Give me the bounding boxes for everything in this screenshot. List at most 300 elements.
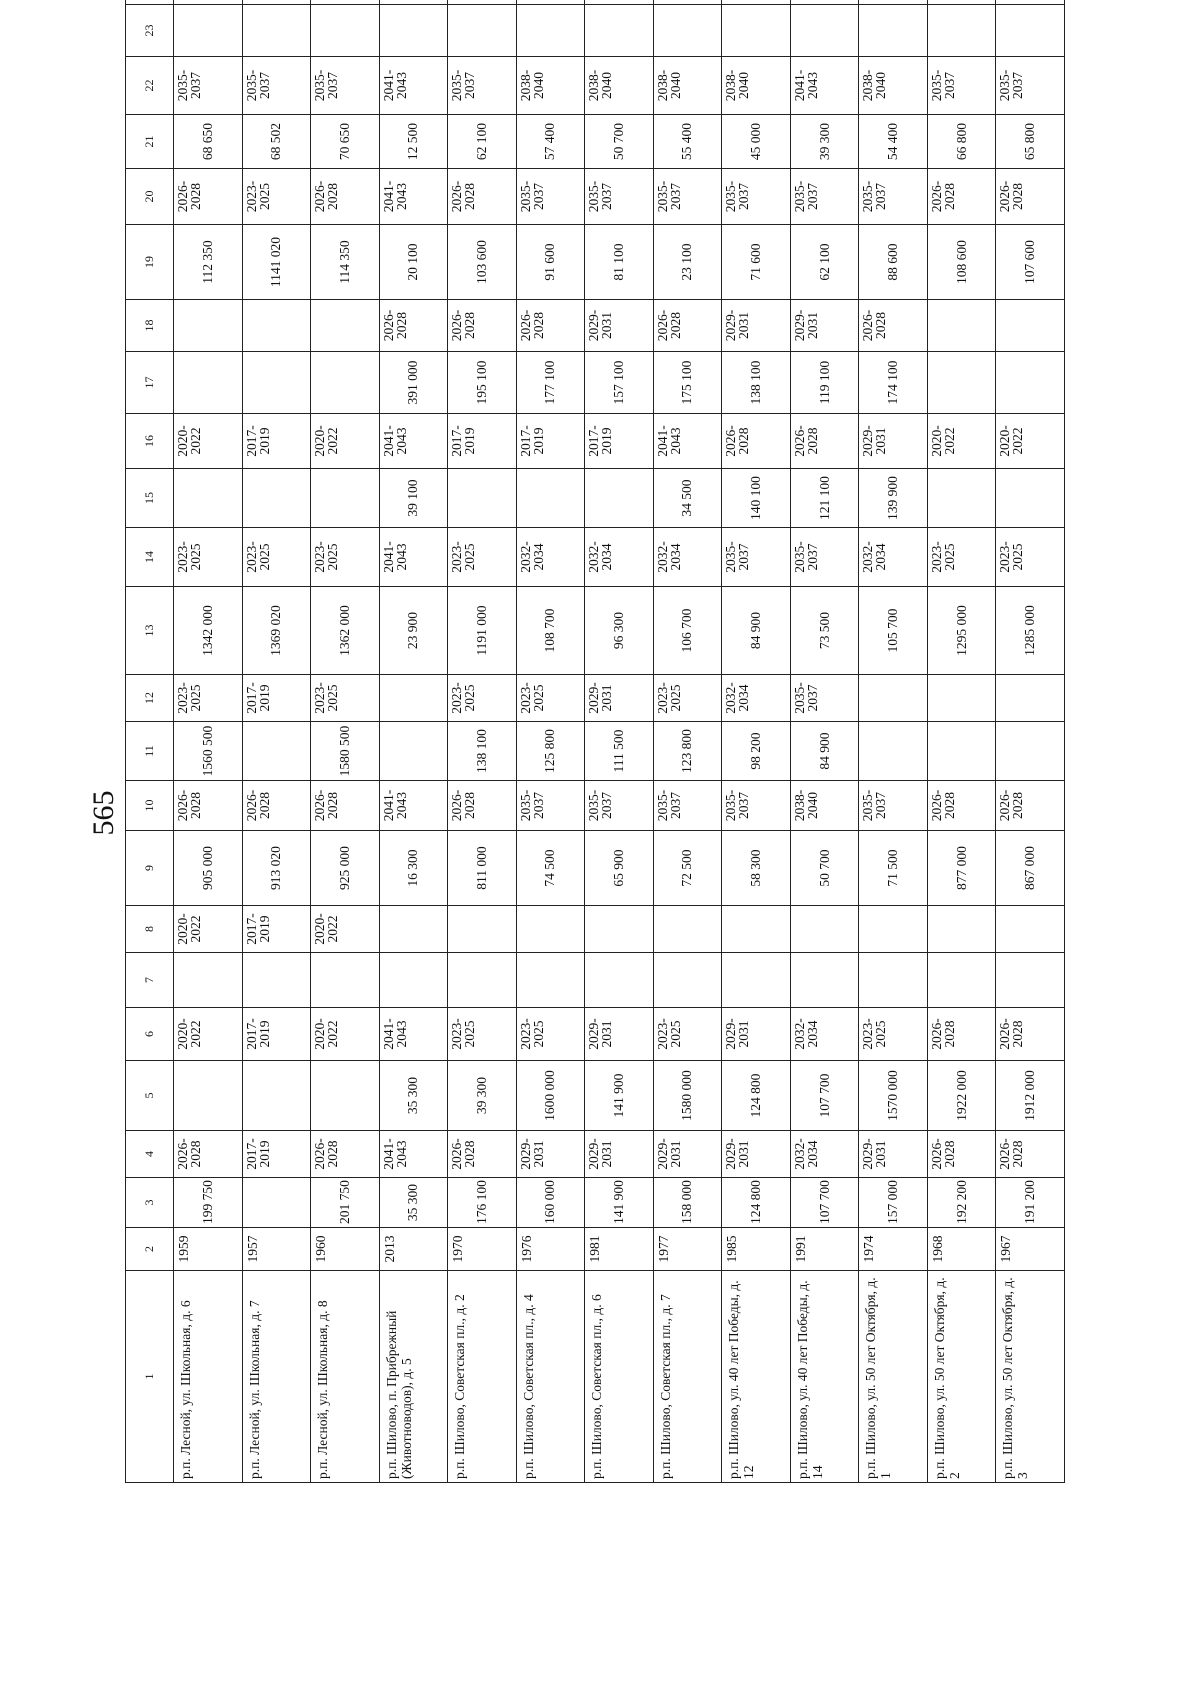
table-cell: 201 750 (311, 1178, 380, 1228)
column-number-1: 1 (126, 1271, 174, 1483)
table-cell: 2017-2019 (242, 906, 311, 953)
table-cell: 2020-2022 (311, 906, 380, 953)
table-cell: 2029-2031 (585, 1008, 654, 1061)
column-number-14: 14 (126, 528, 174, 587)
table-cell: 23 100 (653, 225, 722, 300)
table-cell (722, 5, 791, 57)
address-cell: р.п. Шилово, ул. 50 лет Октября, д. 1 (859, 1271, 928, 1483)
column-number-19: 19 (126, 225, 174, 300)
table-cell: 2029-2031 (722, 300, 791, 352)
table-cell: 35 300 (379, 1061, 448, 1131)
table-cell (859, 722, 928, 781)
table-cell: 199 750 (174, 1178, 243, 1228)
table-cell (653, 5, 722, 57)
column-number-11: 11 (126, 722, 174, 781)
table-cell: 1985 (722, 1228, 791, 1271)
table-cell: 2023-2025 (448, 675, 517, 722)
table-cell: 2035-2037 (448, 57, 517, 115)
table-cell: 2026-2028 (996, 1008, 1065, 1061)
table-cell (653, 906, 722, 953)
table-cell: 1968 (927, 1228, 996, 1271)
column-number-3: 3 (126, 1178, 174, 1228)
rotated-table-area (125, 24, 1065, 1483)
table-cell (927, 5, 996, 57)
table-cell (722, 953, 791, 1008)
table-cell: 107 700 (790, 1061, 859, 1131)
table-cell: 2017-2019 (242, 1008, 311, 1061)
table-cell: 2041-2043 (379, 169, 448, 225)
address-cell: р.п. Шилово, ул. 40 лет Победы, д. 14 (790, 1271, 859, 1483)
table-cell: 2038-2040 (859, 57, 928, 115)
table-cell: 2035-2037 (516, 169, 585, 225)
column-number-22: 22 (126, 57, 174, 115)
table-cell (927, 675, 996, 722)
table-cell: 2023-2025 (448, 528, 517, 587)
table-row (379, 0, 448, 1483)
table-cell (859, 675, 928, 722)
table-cell: 2023-2025 (516, 1008, 585, 1061)
table-cell (585, 5, 654, 57)
table-cell: 74 500 (516, 831, 585, 906)
address-cell: р.п. Шилово, Советская пл., д. 2 (448, 1271, 517, 1483)
table-cell: 20 100 (379, 225, 448, 300)
table-row (585, 0, 654, 1483)
table-cell (927, 906, 996, 953)
table-cell: 112 350 (174, 225, 243, 300)
table-cell: 138 100 (448, 722, 517, 781)
table-cell (242, 300, 311, 352)
table-cell: 2020-2022 (174, 1008, 243, 1061)
table-cell (242, 953, 311, 1008)
table-cell: 905 000 (174, 831, 243, 906)
table-cell: 1957 (242, 1228, 311, 1271)
table-cell (996, 0, 1065, 5)
column-number-17: 17 (126, 352, 174, 414)
table-cell: 139 900 (859, 469, 928, 528)
table-cell: 2026-2028 (722, 414, 791, 469)
table-row (242, 0, 311, 1483)
table-cell (516, 906, 585, 953)
table-cell (242, 5, 311, 57)
table-cell: 88 600 (859, 225, 928, 300)
table-cell: 2035-2037 (790, 675, 859, 722)
column-number-10: 10 (126, 781, 174, 831)
table-cell: 175 100 (653, 352, 722, 414)
table-cell: 2026-2028 (311, 169, 380, 225)
table-cell: 2029-2031 (722, 1008, 791, 1061)
table-cell (927, 953, 996, 1008)
table-cell: 71 600 (722, 225, 791, 300)
table-cell (379, 675, 448, 722)
table-cell (379, 5, 448, 57)
table-cell (311, 469, 380, 528)
table-cell: 2020-2022 (174, 906, 243, 953)
table-cell: 2023-2025 (516, 675, 585, 722)
column-number-row (126, 0, 174, 1483)
column-number-20: 20 (126, 169, 174, 225)
table-cell (174, 0, 243, 5)
table-cell: 65 900 (585, 831, 654, 906)
table-cell (311, 1061, 380, 1131)
table-cell: 2029-2031 (722, 1131, 791, 1178)
table-cell: 2035-2037 (585, 169, 654, 225)
table-cell: 2041-2043 (379, 1008, 448, 1061)
table-cell: 2041-2043 (379, 528, 448, 587)
table-cell: 124 800 (722, 1178, 791, 1228)
table-cell: 913 020 (242, 831, 311, 906)
table-cell: 2020-2022 (311, 1008, 380, 1061)
table-body (174, 0, 1065, 1483)
table-cell: 2026-2028 (174, 781, 243, 831)
column-number-7: 7 (126, 953, 174, 1008)
table-cell: 140 100 (722, 469, 791, 528)
table-cell (242, 0, 311, 5)
address-cell: р.п. Лесной, ул. Школьная, д. 8 (311, 1271, 380, 1483)
table-cell: 2035-2037 (311, 57, 380, 115)
table-cell: 2020-2022 (174, 414, 243, 469)
table-cell: 1960 (311, 1228, 380, 1271)
table-cell: 160 000 (516, 1178, 585, 1228)
table-cell: 58 300 (722, 831, 791, 906)
table-cell: 192 200 (927, 1178, 996, 1228)
table-cell (311, 352, 380, 414)
table-row (653, 0, 722, 1483)
table-cell: 2029-2031 (859, 1131, 928, 1178)
table-cell: 1369 020 (242, 587, 311, 675)
table-cell (653, 953, 722, 1008)
table-cell: 106 700 (653, 587, 722, 675)
table-cell: 138 100 (722, 352, 791, 414)
table-cell: 1580 000 (653, 1061, 722, 1131)
column-number-16: 16 (126, 414, 174, 469)
table-cell: 2020-2022 (311, 414, 380, 469)
table-cell: 2017-2019 (448, 414, 517, 469)
table-cell: 2041-2043 (653, 414, 722, 469)
table-cell: 125 800 (516, 722, 585, 781)
table-cell (790, 906, 859, 953)
table-cell: 2038-2040 (790, 781, 859, 831)
table-cell (996, 300, 1065, 352)
column-number-23: 23 (126, 5, 174, 57)
table-cell: 65 800 (996, 115, 1065, 169)
table-cell: 176 100 (448, 1178, 517, 1228)
table-cell (585, 0, 654, 5)
column-number-13: 13 (126, 587, 174, 675)
table-cell: 1295 000 (927, 587, 996, 675)
table-cell: 2038-2040 (585, 57, 654, 115)
table-cell: 107 600 (996, 225, 1065, 300)
table-cell (242, 722, 311, 781)
table-cell: 2029-2031 (790, 300, 859, 352)
table-cell: 2026-2028 (311, 781, 380, 831)
address-cell: р.п. Шилово, п. Прибрежный (Животноводов), д. 5 (379, 1271, 448, 1483)
table-cell: 2026-2028 (927, 1131, 996, 1178)
table-cell (516, 0, 585, 5)
capital-repair-table (125, 0, 1065, 1483)
table-cell: 811 000 (448, 831, 517, 906)
table-cell: 39 300 (790, 115, 859, 169)
table-row (859, 0, 928, 1483)
table-cell: 62 100 (448, 115, 517, 169)
table-cell: 2026-2028 (448, 781, 517, 831)
table-cell: 1991 (790, 1228, 859, 1271)
table-cell: 2020-2022 (927, 414, 996, 469)
table-cell (790, 953, 859, 1008)
column-number-24 (126, 0, 174, 5)
column-number-15: 15 (126, 469, 174, 528)
table-cell: 84 900 (790, 722, 859, 781)
table-cell: 2029-2031 (585, 300, 654, 352)
table-cell: 1977 (653, 1228, 722, 1271)
table-cell: 1970 (448, 1228, 517, 1271)
table-cell: 81 100 (585, 225, 654, 300)
table-row (927, 0, 996, 1483)
table-cell: 157 000 (859, 1178, 928, 1228)
table-cell: 2017-2019 (242, 675, 311, 722)
table-cell (859, 953, 928, 1008)
table-cell: 1959 (174, 1228, 243, 1271)
table-cell: 2035-2037 (859, 169, 928, 225)
address-cell: р.п. Шилово, Советская пл., д. 7 (653, 1271, 722, 1483)
table-cell: 2023-2025 (927, 528, 996, 587)
table-cell (996, 722, 1065, 781)
table-cell: 96 300 (585, 587, 654, 675)
table-cell: 2035-2037 (653, 781, 722, 831)
table-cell: 1191 000 (448, 587, 517, 675)
table-cell: 1362 000 (311, 587, 380, 675)
table-cell: 2032-2034 (585, 528, 654, 587)
table-cell: 2032-2034 (790, 1131, 859, 1178)
table-cell: 2035-2037 (722, 781, 791, 831)
table-cell: 2017-2019 (242, 1131, 311, 1178)
address-cell: р.п. Лесной, ул. Школьная, д. 7 (242, 1271, 311, 1483)
table-cell (448, 469, 517, 528)
table-cell (516, 5, 585, 57)
table-cell: 141 900 (585, 1178, 654, 1228)
table-row (996, 0, 1065, 1483)
table-cell: 123 800 (653, 722, 722, 781)
table-cell: 2026-2028 (174, 1131, 243, 1178)
table-cell (790, 5, 859, 57)
column-number-12: 12 (126, 675, 174, 722)
column-number-8: 8 (126, 906, 174, 953)
table-cell: 2023-2025 (242, 169, 311, 225)
column-number-9: 9 (126, 831, 174, 906)
table-cell: 2026-2028 (790, 414, 859, 469)
column-number-21: 21 (126, 115, 174, 169)
address-cell: р.п. Шилово, ул. 50 лет Октября, д. 3 (996, 1271, 1065, 1483)
table-row (516, 0, 585, 1483)
table-cell: 91 600 (516, 225, 585, 300)
table-cell: 2035-2037 (790, 169, 859, 225)
table-cell: 177 100 (516, 352, 585, 414)
table-cell: 2041-2043 (790, 57, 859, 115)
table-cell: 2020-2022 (996, 414, 1065, 469)
table-cell: 2035-2037 (585, 781, 654, 831)
table-cell: 391 000 (379, 352, 448, 414)
table-cell: 2029-2031 (585, 1131, 654, 1178)
table-cell: 2026-2028 (448, 1131, 517, 1178)
table-cell: 2035-2037 (722, 528, 791, 587)
table-cell (859, 0, 928, 5)
table-cell (379, 906, 448, 953)
table-cell: 1141 020 (242, 225, 311, 300)
table-cell (585, 906, 654, 953)
table-cell: 2026-2028 (859, 300, 928, 352)
table-cell: 2041-2043 (379, 414, 448, 469)
table-cell (379, 953, 448, 1008)
table-cell: 2035-2037 (722, 169, 791, 225)
table-cell (859, 906, 928, 953)
table-cell: 103 600 (448, 225, 517, 300)
table-cell: 1981 (585, 1228, 654, 1271)
table-cell (242, 352, 311, 414)
table-cell (516, 953, 585, 1008)
table-row (790, 0, 859, 1483)
table-cell: 2017-2019 (516, 414, 585, 469)
table-cell: 2026-2028 (174, 169, 243, 225)
table-cell: 2026-2028 (927, 1008, 996, 1061)
table-cell (722, 906, 791, 953)
table-cell: 1285 000 (996, 587, 1065, 675)
table-cell: 2041-2043 (379, 1131, 448, 1178)
table-cell: 925 000 (311, 831, 380, 906)
table-cell (311, 5, 380, 57)
table-cell: 2032-2034 (722, 675, 791, 722)
table-cell: 2029-2031 (585, 675, 654, 722)
table-cell: 1600 000 (516, 1061, 585, 1131)
table-cell (448, 0, 517, 5)
table-cell (927, 352, 996, 414)
table-cell: 2041-2043 (379, 57, 448, 115)
table-cell: 111 500 (585, 722, 654, 781)
table-cell: 2023-2025 (653, 675, 722, 722)
table-cell: 2026-2028 (996, 781, 1065, 831)
table-cell (311, 0, 380, 5)
table-cell (927, 300, 996, 352)
table-cell: 2029-2031 (653, 1131, 722, 1178)
page-number: 565 (87, 790, 120, 836)
table-cell: 2038-2040 (722, 57, 791, 115)
table-cell: 39 100 (379, 469, 448, 528)
table-cell: 34 500 (653, 469, 722, 528)
table-cell: 73 500 (790, 587, 859, 675)
table-cell: 2026-2028 (927, 781, 996, 831)
column-number-5: 5 (126, 1061, 174, 1131)
column-number-4: 4 (126, 1131, 174, 1178)
table-cell: 50 700 (790, 831, 859, 906)
table-cell: 2035-2037 (653, 169, 722, 225)
table-cell: 195 100 (448, 352, 517, 414)
table-cell: 68 650 (174, 115, 243, 169)
table-cell (448, 906, 517, 953)
address-cell: р.п. Шилово, Советская пл., д. 4 (516, 1271, 585, 1483)
table-cell: 2013 (379, 1228, 448, 1271)
table-cell: 2017-2019 (242, 414, 311, 469)
table-cell: 39 300 (448, 1061, 517, 1131)
table-cell: 158 000 (653, 1178, 722, 1228)
table-cell: 2023-2025 (311, 528, 380, 587)
table-cell: 2023-2025 (174, 528, 243, 587)
table-cell: 35 300 (379, 1178, 448, 1228)
table-cell: 66 800 (927, 115, 996, 169)
table-cell: 2029-2031 (516, 1131, 585, 1178)
table-cell: 1560 500 (174, 722, 243, 781)
table-cell (790, 0, 859, 5)
table-cell: 2035-2037 (516, 781, 585, 831)
table-cell: 2026-2028 (311, 1131, 380, 1178)
table-cell: 2035-2037 (927, 57, 996, 115)
table-cell: 50 700 (585, 115, 654, 169)
table-cell: 71 500 (859, 831, 928, 906)
table-cell: 1922 000 (927, 1061, 996, 1131)
table-cell (927, 469, 996, 528)
table-cell (585, 469, 654, 528)
table-cell: 2023-2025 (653, 1008, 722, 1061)
table-cell (996, 352, 1065, 414)
table-cell: 2035-2037 (996, 57, 1065, 115)
table-cell (722, 0, 791, 5)
column-number-2: 2 (126, 1228, 174, 1271)
table-cell: 54 400 (859, 115, 928, 169)
table-cell: 2032-2034 (516, 528, 585, 587)
table-cell (174, 469, 243, 528)
table-cell: 98 200 (722, 722, 791, 781)
table-cell (311, 300, 380, 352)
table-cell (174, 5, 243, 57)
table-cell: 1570 000 (859, 1061, 928, 1131)
table-cell: 2035-2037 (174, 57, 243, 115)
table-cell: 72 500 (653, 831, 722, 906)
table-cell: 1976 (516, 1228, 585, 1271)
table-cell (859, 5, 928, 57)
table-cell: 877 000 (927, 831, 996, 906)
table-row (174, 0, 243, 1483)
table-cell: 2026-2028 (927, 169, 996, 225)
table-cell: 2026-2028 (448, 169, 517, 225)
table-cell (448, 5, 517, 57)
table-cell (996, 675, 1065, 722)
table-cell: 2023-2025 (448, 1008, 517, 1061)
address-cell: р.п. Шилово, Советская пл., д. 6 (585, 1271, 654, 1483)
table-cell (516, 469, 585, 528)
table-cell: 2038-2040 (653, 57, 722, 115)
table-cell: 2032-2034 (859, 528, 928, 587)
table-cell (653, 0, 722, 5)
table-cell (996, 5, 1065, 57)
table-cell: 2026-2028 (516, 300, 585, 352)
table-cell: 2026-2028 (242, 781, 311, 831)
table-cell: 107 700 (790, 1178, 859, 1228)
table-cell: 16 300 (379, 831, 448, 906)
table-row (311, 0, 380, 1483)
table-cell: 105 700 (859, 587, 928, 675)
table-cell: 191 200 (996, 1178, 1065, 1228)
address-cell: р.п. Шилово, ул. 40 лет Победы, д. 12 (722, 1271, 791, 1483)
table-cell (996, 953, 1065, 1008)
table-cell: 62 100 (790, 225, 859, 300)
table-cell (174, 1061, 243, 1131)
address-cell: р.п. Шилово, ул. 50 лет Октября, д. 2 (927, 1271, 996, 1483)
table-cell (996, 906, 1065, 953)
table-cell: 84 900 (722, 587, 791, 675)
table-cell: 2026-2028 (996, 1131, 1065, 1178)
table-cell: 108 600 (927, 225, 996, 300)
table-cell: 1967 (996, 1228, 1065, 1271)
column-number-18: 18 (126, 300, 174, 352)
table-cell: 2023-2025 (859, 1008, 928, 1061)
table-cell: 867 000 (996, 831, 1065, 906)
